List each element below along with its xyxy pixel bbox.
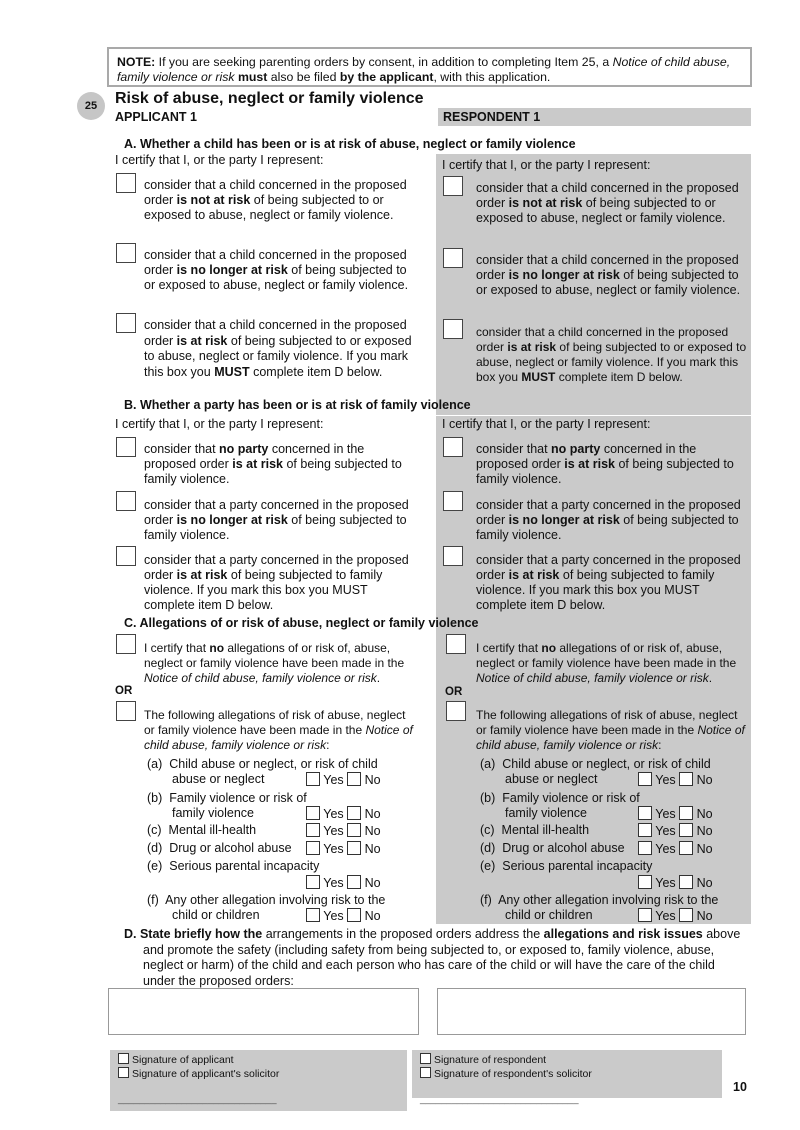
applicant-or-label: OR bbox=[115, 685, 133, 697]
note-label: NOTE: bbox=[117, 55, 156, 69]
respondent-allegation-f: (f) Any other allegation involving risk to the bbox=[480, 893, 719, 907]
applicant-a-yes-checkbox[interactable] bbox=[306, 772, 320, 786]
note-text: If you are seeking parenting orders by consent, in addition to completing Item 25, a bbox=[155, 55, 613, 69]
note-box: NOTE: If you are seeking parenting orders by consent, in addition to completing Item 25, a Notice of child abuse, family violence or risk must also be filed by the applicant, with this application. bbox=[107, 47, 752, 87]
applicant-a-no-checkbox[interactable] bbox=[347, 772, 361, 786]
applicant-a-certify: I certify that I, or the party I represent: bbox=[115, 153, 324, 167]
item-number-badge: 25 bbox=[77, 92, 105, 120]
respondent-allegation-e: (e) Serious parental incapacity bbox=[480, 859, 653, 873]
respondent-allegation-e-yesno: Yes No bbox=[638, 875, 713, 891]
applicant-f-no-checkbox[interactable] bbox=[347, 908, 361, 922]
applicant-e-no-checkbox[interactable] bbox=[347, 875, 361, 889]
respondent-c-allegations-checkbox[interactable] bbox=[446, 701, 466, 721]
respondent-a-no-checkbox[interactable] bbox=[679, 772, 693, 786]
applicant-f-yes-checkbox[interactable] bbox=[306, 908, 320, 922]
respondent-a-not-at-risk-text: consider that a child concerned in the proposed order is not at risk of being subjected to or exposed to abuse, neglect or family violence. bbox=[476, 181, 739, 225]
applicant-allegation-f: (f) Any other allegation involving risk to the bbox=[147, 893, 386, 907]
respondent-c-no-checkbox[interactable] bbox=[679, 823, 693, 837]
applicant-allegation-e-yesno: Yes No bbox=[306, 875, 381, 891]
respondent-e-yes-checkbox[interactable] bbox=[638, 875, 652, 889]
respondent-answer-box[interactable] bbox=[437, 988, 746, 1035]
section-title: Risk of abuse, neglect or family violence bbox=[115, 90, 424, 107]
applicant-a-at-risk-text: consider that a child concerned in the proposed order is at risk of being subjected to or exposed to abuse, neglect or family violence. If you mark this box you MUST complete item D below. bbox=[144, 318, 412, 379]
divider bbox=[436, 415, 751, 416]
applicant-header: APPLICANT 1 bbox=[115, 110, 197, 124]
applicant-a-not-at-risk-text: consider that a child concerned in the proposed order is not at risk of being subjected to or exposed to abuse, neglect or family violence. bbox=[144, 178, 407, 222]
applicant-c-no-checkbox[interactable] bbox=[347, 823, 361, 837]
respondent-b-yes-checkbox[interactable] bbox=[638, 806, 652, 820]
applicant-c-no-allegations-checkbox[interactable] bbox=[116, 634, 136, 654]
respondent-b-at-risk-checkbox[interactable] bbox=[443, 546, 463, 566]
respondent-a-yes-checkbox[interactable] bbox=[638, 772, 652, 786]
applicant-b-no-party-checkbox[interactable] bbox=[116, 437, 136, 457]
respondent-b-at-risk-text: consider that a party concerned in the proposed order is at risk of being subjected to family violence. If you mark this box you MUST complete item D below. bbox=[476, 553, 741, 612]
signature-applicant-checkbox[interactable] bbox=[118, 1053, 129, 1064]
note-notice-title: Notice of child abuse, family violence or risk bbox=[117, 55, 731, 84]
respondent-a-at-risk-checkbox[interactable] bbox=[443, 319, 463, 339]
applicant-a-no-longer-at-risk-text: consider that a child concerned in the proposed order is no longer at risk of being subjected to or exposed to abuse, neglect or family violence. bbox=[144, 248, 409, 292]
respondent-allegation-a: (a) Child abuse or neglect, or risk of child bbox=[480, 757, 711, 771]
respondent-f-no-checkbox[interactable] bbox=[679, 908, 693, 922]
applicant-d-yes-checkbox[interactable] bbox=[306, 841, 320, 855]
page-number: 10 bbox=[733, 1080, 747, 1094]
applicant-b-at-risk-text: consider that a party concerned in the proposed order is at risk of being subjected to family violence. If you mark this box you MUST complete item D below. bbox=[144, 553, 409, 612]
section-a-heading: A. Whether a child has been or is at risk of abuse, neglect or family violence bbox=[124, 137, 576, 151]
applicant-b-certify: I certify that I, or the party I represent: bbox=[115, 417, 324, 431]
applicant-a-no-longer-at-risk-checkbox[interactable] bbox=[116, 243, 136, 263]
applicant-allegation-c: (c) Mental ill-health bbox=[147, 823, 257, 837]
respondent-c-allegations-text: The following allegations of risk of abuse, neglect or family violence have been made in the Notice of child abuse, family violence or risk: bbox=[476, 708, 745, 752]
section-b-heading: B. Whether a party has been or is at risk of family violence bbox=[124, 398, 471, 412]
applicant-allegation-e: (e) Serious parental incapacity bbox=[147, 859, 320, 873]
respondent-allegation-a-line2: abuse or neglect bbox=[505, 772, 598, 786]
respondent-or-label: OR bbox=[445, 686, 463, 698]
respondent-a-no-longer-at-risk-text: consider that a child concerned in the proposed order is no longer at risk of being subjected to or exposed to abuse, neglect or family violence. bbox=[476, 253, 741, 297]
applicant-c-allegations-text: The following allegations of risk of abuse, neglect or family violence have been made in the Notice of child abuse, family violence or risk: bbox=[144, 708, 413, 752]
applicant-allegation-a-line2: abuse or neglect bbox=[172, 772, 265, 786]
respondent-allegation-b-line2: family violence bbox=[505, 806, 587, 820]
respondent-c-no-allegations-text: I certify that no allegations of or risk of, abuse, neglect or family violence have been made in the Notice of child abuse, family violence or risk. bbox=[476, 641, 737, 685]
applicant-b-no-longer-at-risk-checkbox[interactable] bbox=[116, 491, 136, 511]
respondent-b-certify: I certify that I, or the party I represent: bbox=[442, 417, 651, 431]
respondent-b-no-party-checkbox[interactable] bbox=[443, 437, 463, 457]
respondent-d-yes-checkbox[interactable] bbox=[638, 841, 652, 855]
respondent-header: RESPONDENT 1 bbox=[438, 108, 751, 126]
applicant-d-no-checkbox[interactable] bbox=[347, 841, 361, 855]
applicant-solicitor-signature-option: Signature of applicant's solicitor bbox=[118, 1067, 279, 1081]
applicant-c-yes-checkbox[interactable] bbox=[306, 823, 320, 837]
note-must: must bbox=[237, 70, 268, 84]
applicant-b-no-checkbox[interactable] bbox=[347, 806, 361, 820]
applicant-c-no-allegations-text: I certify that no allegations of or risk of, abuse, neglect or family violence have been made in the Notice of child abuse, family violence or risk. bbox=[144, 641, 405, 685]
respondent-b-no-checkbox[interactable] bbox=[679, 806, 693, 820]
applicant-allegation-b: (b) Family violence or risk of bbox=[147, 791, 307, 805]
respondent-c-yes-checkbox[interactable] bbox=[638, 823, 652, 837]
respondent-e-no-checkbox[interactable] bbox=[679, 875, 693, 889]
applicant-b-no-longer-at-risk-text: consider that a party concerned in the proposed order is no longer at risk of being subjected to family violence. bbox=[144, 498, 409, 542]
respondent-d-no-checkbox[interactable] bbox=[679, 841, 693, 855]
respondent-b-no-party-text: consider that no party concerned in the proposed order is at risk of being subjected to family violence. bbox=[476, 442, 734, 486]
applicant-signature-line[interactable]: ______________________________ bbox=[118, 1094, 277, 1105]
section-c-heading: C. Allegations of or risk of abuse, neglect or family violence bbox=[124, 616, 479, 630]
applicant-allegation-f-yesno: Yes No bbox=[306, 908, 381, 924]
signature-applicant-solicitor-checkbox[interactable] bbox=[118, 1067, 129, 1078]
respondent-signature-line[interactable]: ______________________________ bbox=[420, 1094, 579, 1105]
respondent-b-no-longer-at-risk-checkbox[interactable] bbox=[443, 491, 463, 511]
applicant-c-allegations-checkbox[interactable] bbox=[116, 701, 136, 721]
respondent-allegation-c-yesno: Yes No bbox=[638, 823, 713, 839]
respondent-allegation-d-yesno: Yes No bbox=[638, 841, 713, 857]
applicant-a-at-risk-checkbox[interactable] bbox=[116, 313, 136, 333]
respondent-a-at-risk-text: consider that a child concerned in the proposed order is at risk of being subjected to or exposed to abuse, neglect or family violence. If you mark this box you MUST complete item D below. bbox=[476, 325, 747, 384]
respondent-allegation-c: (c) Mental ill-health bbox=[480, 823, 590, 837]
applicant-answer-box[interactable] bbox=[108, 988, 419, 1035]
signature-respondent-solicitor-checkbox[interactable] bbox=[420, 1067, 431, 1078]
applicant-e-yes-checkbox[interactable] bbox=[306, 875, 320, 889]
respondent-a-no-longer-at-risk-checkbox[interactable] bbox=[443, 248, 463, 268]
applicant-signature-option: Signature of applicant bbox=[118, 1053, 234, 1067]
applicant-allegation-b-line2: family violence bbox=[172, 806, 254, 820]
respondent-allegation-b: (b) Family violence or risk of bbox=[480, 791, 640, 805]
respondent-allegation-d: (d) Drug or alcohol abuse bbox=[480, 841, 625, 855]
applicant-allegation-d-yesno: Yes No bbox=[306, 841, 381, 857]
applicant-allegation-f-line2: child or children bbox=[172, 908, 260, 922]
applicant-allegation-b-yesno: Yes No bbox=[306, 806, 381, 822]
respondent-allegation-f-yesno: Yes No bbox=[638, 908, 713, 924]
section-d-heading: D. State briefly how the arrangements in the proposed orders address the allegations and risk issues above and promote the safety (including safety from being subjected to, or exposed to, family violence, abuse, neglect or harm) of the child and each person who has care of the child or will have the care of the child under the proposed orders: bbox=[124, 927, 741, 988]
respondent-allegation-a-yesno: Yes No bbox=[638, 772, 713, 788]
applicant-allegation-c-yesno: Yes No bbox=[306, 823, 381, 839]
applicant-allegation-d: (d) Drug or alcohol abuse bbox=[147, 841, 292, 855]
applicant-b-at-risk-checkbox[interactable] bbox=[116, 546, 136, 566]
respondent-c-no-allegations-checkbox[interactable] bbox=[446, 634, 466, 654]
applicant-b-no-party-text: consider that no party concerned in the proposed order is at risk of being subjected to family violence. bbox=[144, 442, 402, 486]
note-by-applicant: by the applicant bbox=[339, 70, 434, 84]
respondent-f-yes-checkbox[interactable] bbox=[638, 908, 652, 922]
respondent-allegation-f-line2: child or children bbox=[505, 908, 593, 922]
applicant-allegation-a-yesno: Yes No bbox=[306, 772, 381, 788]
respondent-allegation-b-yesno: Yes No bbox=[638, 806, 713, 822]
respondent-a-not-at-risk-checkbox[interactable] bbox=[443, 176, 463, 196]
respondent-solicitor-signature-option: Signature of respondent's solicitor bbox=[420, 1067, 592, 1081]
applicant-allegation-a: (a) Child abuse or neglect, or risk of child bbox=[147, 757, 378, 771]
applicant-a-not-at-risk-checkbox[interactable] bbox=[116, 173, 136, 193]
respondent-b-no-longer-at-risk-text: consider that a party concerned in the proposed order is no longer at risk of being subjected to family violence. bbox=[476, 498, 741, 542]
respondent-signature-option: Signature of respondent bbox=[420, 1053, 546, 1067]
respondent-a-certify: I certify that I, or the party I represent: bbox=[442, 158, 651, 172]
applicant-b-yes-checkbox[interactable] bbox=[306, 806, 320, 820]
signature-respondent-checkbox[interactable] bbox=[420, 1053, 431, 1064]
